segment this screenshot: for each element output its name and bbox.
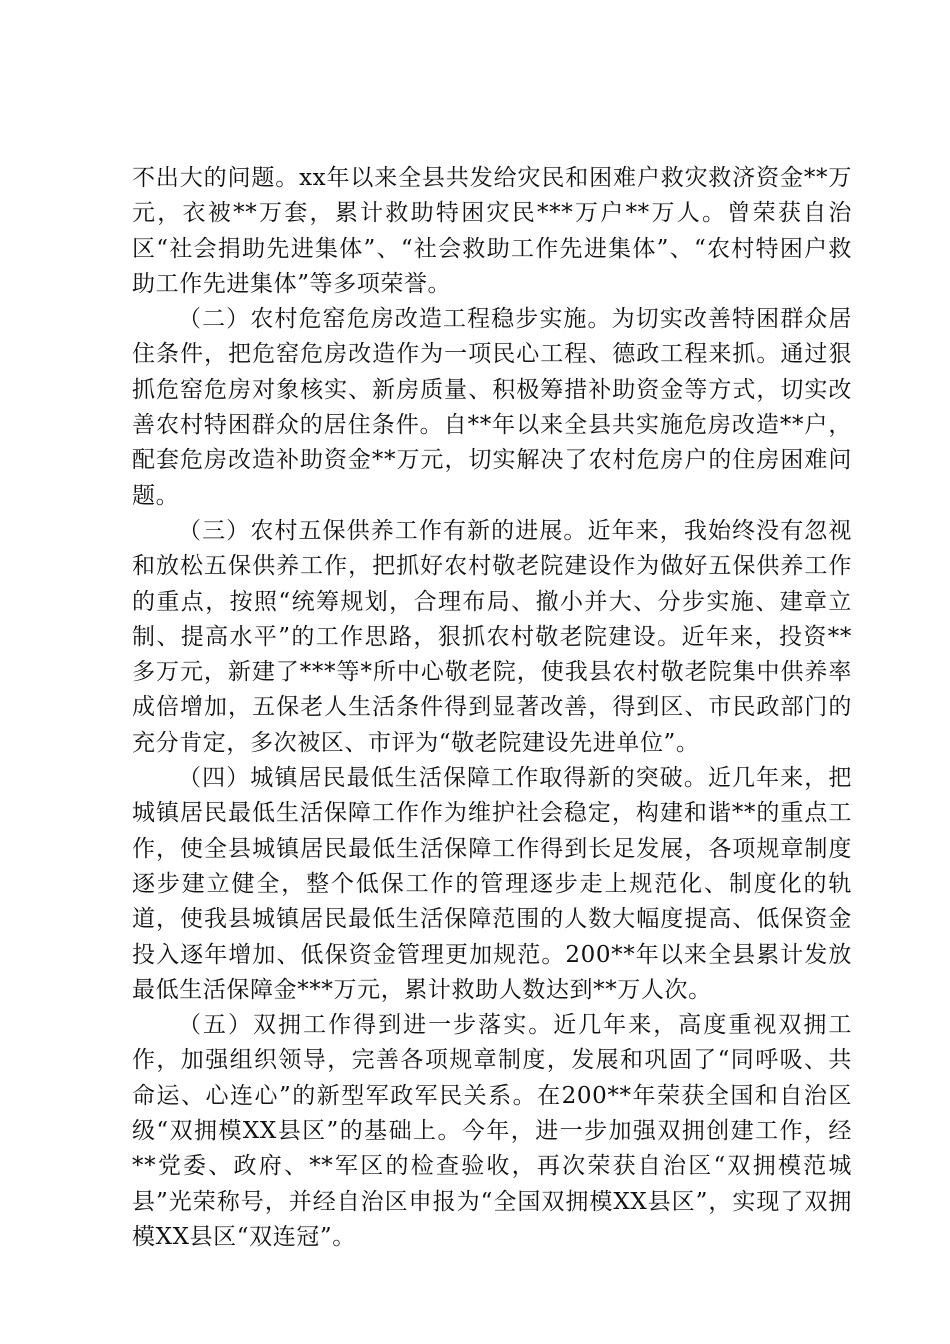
- paragraph-five-guarantees: （三）农村五保供养工作有新的进展。近年来，我始终没有忽视和放松五保供养工作，把抓好农村敬老院建设作为做好五保供养工作的重点，按照“统筹规划，合理布局、撤小并大、分步实施、建章立制、提高水平”的工作思路，狠抓农村敬老院建设。近年来，投资**多万元，新建了***等*所中心敬老院，使我县农村敬老院集中供养率成倍增加，五保老人生活条件得到显著改善，得到区、市民政部门的充分肯定，多次被区、市评为“敬老院建设先进单位”。: [132, 517, 852, 756]
- paragraph-housing-renovation: （二）农村危窑危房改造工程稳步实施。为切实改善特困群众居住条件，把危窑危房改造作为一项民心工程、德政工程来抓。通过狠抓危窑危房对象核实、新房质量、积极筹措补助资金等方式，切实改善农村特困群众的居住条件。自**年以来全县共实施危房改造**户，配套危房改造补助资金**万元，切实解决了农村危房户的住房困难问题。: [132, 306, 852, 509]
- paragraph-minimum-living-security: （四）城镇居民最低生活保障工作取得新的突破。近几年来，把城镇居民最低生活保障工作作为维护社会稳定，构建和谐**的重点工作，使全县城镇居民最低生活保障工作得到长足发展，各项规章制度逐步建立健全，整个低保工作的管理逐步走上规范化、制度化的轨道，使我县城镇居民最低生活保障范围的人数大幅度提高、低保资金投入逐年增加、低保资金管理更加规范。200**年以来全县累计发放最低生活保障金***万元，累计救助人数达到**万人次。: [132, 765, 852, 1003]
- document-body: [132, 161, 852, 1255]
- paragraph-double-support: （五）双拥工作得到进一步落实。近几年来，高度重视双拥工作，加强组织领导，完善各项规章制度，发展和巩固了“同呼吸、共命运、心连心”的新型军政军民关系。在200**年荣获全国和自治区级“双拥模XX县区”的基础上。今年，进一步加强双拥创建工作，经**党委、政府、**军区的检查验收，再次荣获自治区“双拥模范城县”光荣称号，并经自治区申报为“全国双拥模XX县区”，实现了双拥模XX县区“双连冠”。: [132, 1012, 852, 1250]
- paragraph-continuation: 不出大的问题。xx年以来全县共发给灾民和困难户救灾救济资金**万元，衣被**万套，累计救助特困灾民***万户**万人。曾荣获自治区“社会捐助先进集体”、“社会救助工作先进集体”、“农村特困户救助工作先进集体”等多项荣誉。: [132, 165, 852, 297]
